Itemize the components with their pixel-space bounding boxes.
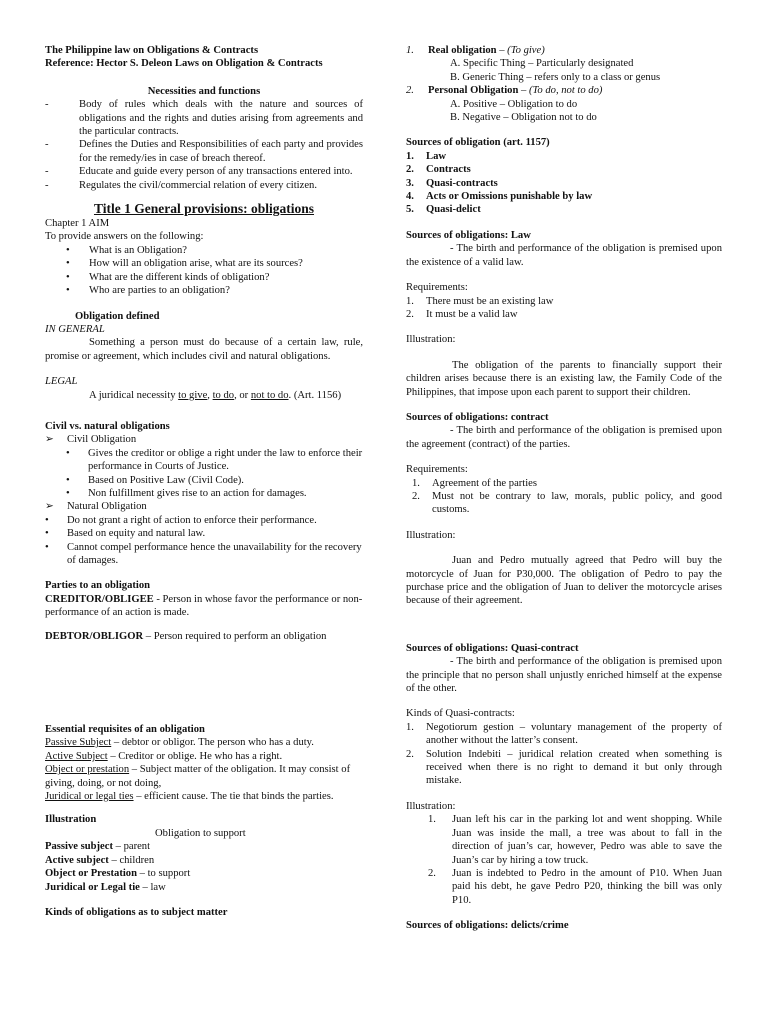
law-illustration: The obligation of the parents to financially support their children arises because there is an existing law, the Family Code of the Philippines, that impose upon each parent to support their children. — [406, 359, 722, 398]
requirements-label: Requirements: — [406, 282, 468, 294]
list-item: 2. Solution Indebiti – juridical relation created when something is received when there is no right to demand it but only through mistake. — [406, 748, 722, 787]
list-item: • How will an obligation arise, what are its sources? — [66, 258, 303, 270]
illustration-label: Illustration: — [406, 529, 456, 541]
doc-title: The Philippine law on Obligations & Contracts — [45, 45, 259, 56]
juridical-tie: Juridical or legal ties – efficient cause. The tie that binds the parties. — [45, 791, 334, 803]
contract-text: - The birth and performance of the obligation is premised upon the agreement (contract) of the parties. — [406, 425, 722, 450]
list-item: 1. Juan left his car in the parking lot and went shopping. While Juan was inside the mall, a tree was about to fall in the direction of juan’s car, however, Pedro was able to save the Juan’s car by hiring a tow truck. — [428, 814, 722, 866]
section-title: Title 1 General provisions: obligations — [93, 201, 315, 217]
contract-heading: Sources of obligations: contract — [406, 411, 549, 423]
list-item: • Do not grant a right of action to enforce their performance. — [45, 514, 317, 526]
list-item: 4. Acts or Omissions punishable by law — [406, 191, 593, 203]
necessities-heading: Necessities and functions — [147, 85, 261, 97]
object-prestation: Object or prestation – Subject matter of the obligation. It may consist of giving, doing, or not doing, — [45, 764, 351, 789]
law-text: - The birth and performance of the obligation is premised upon the existence of a valid law. — [406, 243, 722, 268]
list-item: • Who are parties to an obligation? — [66, 285, 230, 297]
example-active: Active subject – children — [45, 854, 155, 866]
list-item: 3. Quasi-contracts — [406, 177, 498, 189]
list-item: - Defines the Duties and Responsibilities of each party and provides for the remedy/ies in case of breach thereof. — [45, 139, 363, 164]
obligation-defined-heading: Obligation defined — [75, 310, 160, 322]
questions-list — [45, 244, 363, 298]
requirements-label: Requirements: — [406, 464, 468, 476]
active-subject: Active Subject – Creditor or oblige. He who has a right. — [45, 750, 283, 762]
example-juridical: Juridical or Legal tie – law — [45, 881, 166, 893]
necessities-list — [45, 98, 363, 192]
list-item: ➢ Civil Obligation — [45, 434, 137, 446]
list-item: A. Positive – Obligation to do — [450, 98, 578, 110]
quasi-kinds-label: Kinds of Quasi-contracts: — [406, 708, 515, 720]
right-column — [406, 44, 722, 933]
list-item: - Body of rules which deals with the nature and sources of obligations and the rights and duties arising from agreements and the particular contracts. — [45, 99, 363, 138]
list-item: ➢ Natural Obligation — [45, 501, 147, 513]
general-definition: Something a person must do because of a certain law, rule, promise or agreement, which includes civil and natural obligations. — [45, 337, 363, 362]
legal-definition: A juridical necessity to give, to do, or not to do. (Art. 1156) — [89, 389, 342, 401]
list-item: • Non fulfillment gives rise to an action for damages. — [66, 487, 307, 499]
delicts-heading: Sources of obligations: delicts/crime — [406, 920, 569, 932]
quasi-contract-heading: Sources of obligations: Quasi-contract — [406, 642, 579, 654]
list-item: • Gives the creditor or oblige a right under the law to enforce their performance in Courts of Justice. — [66, 447, 363, 473]
passive-subject: Passive Subject – debtor or obligor. The person who has a duty. — [45, 737, 314, 749]
list-item: 5. Quasi-delict — [406, 204, 481, 216]
list-item: 2. Juan is indebted to Pedro in the amount of P10. When Juan paid his debt, he gave Pedro P20, thinking the bill was only P10. — [428, 867, 722, 906]
list-item: - Educate and guide every person of any transactions entered into. — [45, 166, 353, 178]
list-item: 1. Real obligation – (To give) — [406, 45, 545, 56]
contract-illustration: Juan and Pedro mutually agreed that Pedro will buy the motorcycle of Juan for P30,000. The obligation of Pedro to pay the purchase price and the obligation of Juan to deliver the motorcycle arises because of their agreement. — [406, 555, 722, 607]
example-object: Object or Prestation – to support — [45, 868, 191, 880]
quasi-contract-text: - The birth and performance of the obligation is premised upon the principle that no person shall unjustly enriched himself at the expense of the other. — [406, 656, 722, 695]
list-item: 1. There must be an existing law — [406, 295, 554, 307]
list-item: A. Specific Thing – Particularly designated — [450, 58, 634, 70]
list-item: 2. It must be a valid law — [406, 308, 518, 320]
kinds-heading: Kinds of obligations as to subject matter — [45, 906, 228, 918]
provide-intro: To provide answers on the following: — [45, 231, 204, 243]
civil-vs-natural-heading: Civil vs. natural obligations — [45, 420, 170, 432]
debtor-definition: DEBTOR/OBLIGOR – Person required to perform an obligation — [45, 630, 327, 642]
illustration-label: Illustration: — [406, 334, 456, 346]
essential-requisites-heading: Essential requisites of an obligation — [45, 724, 205, 736]
left-column — [45, 44, 363, 919]
in-general-label: IN GENERAL — [45, 323, 105, 335]
list-item: • What are the different kinds of obligation? — [66, 271, 270, 283]
creditor-definition: CREDITOR/OBLIGEE - Person in whose favor the performance or non-performance of an action is made. — [45, 593, 363, 619]
list-item: 1. Law — [406, 150, 447, 162]
legal-label: LEGAL — [45, 376, 78, 388]
illustration-label: Illustration: — [406, 800, 456, 812]
list-item: 2. Contracts — [406, 164, 471, 176]
chapter-label: Chapter 1 AIM — [45, 218, 110, 230]
sources-heading: Sources of obligation (art. 1157) — [406, 137, 550, 149]
law-heading: Sources of obligations: Law — [406, 229, 531, 241]
example-passive: Passive subject – parent — [45, 841, 151, 853]
list-item: • Cannot compel performance hence the unavailability for the recovery of damages. — [45, 541, 362, 566]
list-item: 2. Personal Obligation – (To do, not to do) — [406, 85, 603, 97]
list-item: B. Negative – Obligation not to do — [450, 112, 597, 124]
illustration-heading: Illustration — [45, 814, 97, 826]
list-item: 1. Negotiorum gestion – voluntary management of the property of another without the latter’s consent. — [406, 721, 722, 747]
support-label: Obligation to support — [155, 827, 246, 839]
list-item: • What is an Obligation? — [66, 244, 187, 256]
list-item: • Based on Positive Law (Civil Code). — [66, 474, 244, 486]
list-item: B. Generic Thing – refers only to a class or genus — [450, 71, 661, 83]
list-item: 2. Must not be contrary to law, morals, public policy, and good customs. — [412, 490, 722, 516]
list-item: 1. Agreement of the parties — [412, 477, 538, 489]
parties-heading: Parties to an obligation — [45, 580, 151, 592]
doc-reference: Reference: Hector S. Deleon Laws on Obligation & Contracts — [45, 58, 323, 70]
list-item: - Regulates the civil/commercial relation of every citizen. — [45, 179, 317, 191]
list-item: • Based on equity and natural law. — [45, 528, 206, 540]
